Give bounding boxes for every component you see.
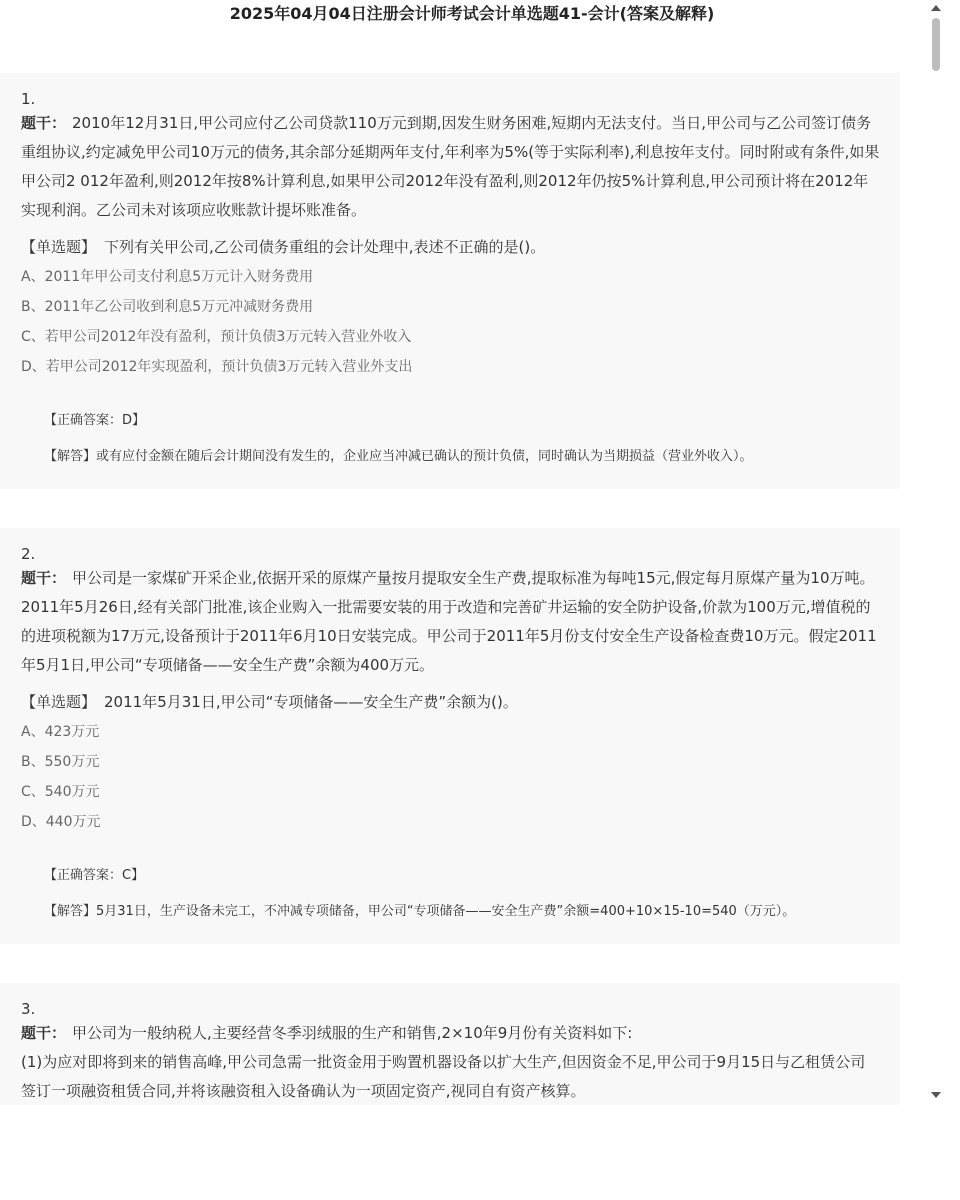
option-b[interactable]: B、2011年乙公司收到利息5万元冲减财务费用 — [21, 299, 314, 315]
stem-text: 甲公司为一般纳税人,主要经营冬季羽绒服的生产和销售,2×10年9月份有关资料如下: — [72, 1024, 633, 1042]
answer-explanation: 【解答】5月31日，生产设备未完工，不冲减专项储备，甲公司“专项储备——安全生产费”余额=400+10×15-10=540（万元）。 — [44, 904, 796, 919]
option-a[interactable]: A、423万元 — [21, 724, 100, 740]
option-b[interactable]: B、550万元 — [21, 754, 100, 770]
question-number: 1. — [21, 90, 36, 108]
answer-explanation: 【解答】或有应付金额在随后会计期间没有发生的，企业应当冲减已确认的预计负债，同时确认为当期损益（营业外收入）。 — [44, 449, 753, 464]
question-card-3 — [0, 983, 900, 1105]
stem-text: 2010年12月31日,甲公司应付乙公司贷款110万元到期,因发生财务困难,短期内无法支付。当日,甲公司与乙公司签订债务重组协议,约定减免甲公司10万元的债务,其余部分延期两年支付,年利率为5%(等于实际利率),利息按年支付。同时附或有条件,如果甲公司2 012年盈利,则2012年按8%计算利息,如果甲公司2012年没有盈利,则2012年仍按5%计算利息,甲公司预计将在2012年实现利润。乙公司未对该项应收账款计提坏账准备。 — [21, 114, 880, 219]
option-c[interactable]: C、若甲公司2012年没有盈利，预计负债3万元转入营业外收入 — [21, 329, 412, 345]
question-number: 3. — [21, 1000, 36, 1018]
prompt-text: 2011年5月31日,甲公司“专项储备——安全生产费”余额为()。 — [104, 693, 518, 711]
option-a[interactable]: A、2011年甲公司支付利息5万元计入财务费用 — [21, 269, 314, 285]
question-card-2 — [0, 528, 900, 944]
prompt-text: 下列有关甲公司,乙公司债务重组的会计处理中,表述不正确的是()。 — [104, 238, 546, 256]
stem-label: 题干： — [21, 1024, 67, 1042]
question-type-tag: 【单选题】 — [21, 238, 97, 256]
question-stem — [21, 564, 880, 680]
question-stem-detail: (1)为应对即将到来的销售高峰,甲公司急需一批资金用于购置机器设备以扩大生产,但因资金不足,甲公司于9月15日与乙租赁公司签订一项融资租赁合同,并将该融资租入设备确认为一项固定资产,视同自有资产核算。 — [21, 1053, 866, 1100]
option-d[interactable]: D、440万元 — [21, 814, 101, 830]
option-c[interactable]: C、540万元 — [21, 784, 100, 800]
correct-answer: 【正确答案：C】 — [44, 868, 145, 883]
scroll-up-arrow-icon[interactable] — [931, 5, 941, 11]
question-number: 2. — [21, 545, 36, 563]
option-d[interactable]: D、若甲公司2012年实现盈利，预计负债3万元转入营业外支出 — [21, 359, 413, 375]
correct-answer: 【正确答案：D】 — [44, 413, 146, 428]
question-type-tag: 【单选题】 — [21, 693, 97, 711]
question-prompt — [21, 237, 880, 257]
stem-label: 题干： — [21, 569, 67, 587]
question-stem — [21, 1019, 880, 1048]
vertical-scrollbar[interactable] — [928, 0, 944, 1105]
stem-text: 甲公司是一家煤矿开采企业,依据开采的原煤产量按月提取安全生产费,提取标准为每吨15元,假定每月原煤产量为10万吨。2011年5月26日,经有关部门批准,该企业购入一批需要安装的用于改造和完善矿井运输的安全防护设备,价款为100万元,增值税的的进项税额为17万元,设备预计于2011年6月10日安装完成。甲公司于2011年5月份支付安全生产设备检查费10万元。假定2011年5月1日,甲公司“专项储备——安全生产费”余额为400万元。 — [21, 569, 877, 674]
page-title: 2025年04月04日注册会计师考试会计单选题41-会计(答案及解释) — [229, 4, 715, 23]
scroll-down-arrow-icon[interactable] — [931, 1092, 941, 1098]
scrollbar-thumb[interactable] — [932, 18, 940, 71]
stem-label: 题干： — [21, 114, 67, 132]
question-stem — [21, 109, 880, 225]
question-prompt — [21, 692, 880, 712]
question-card-1 — [0, 73, 900, 489]
